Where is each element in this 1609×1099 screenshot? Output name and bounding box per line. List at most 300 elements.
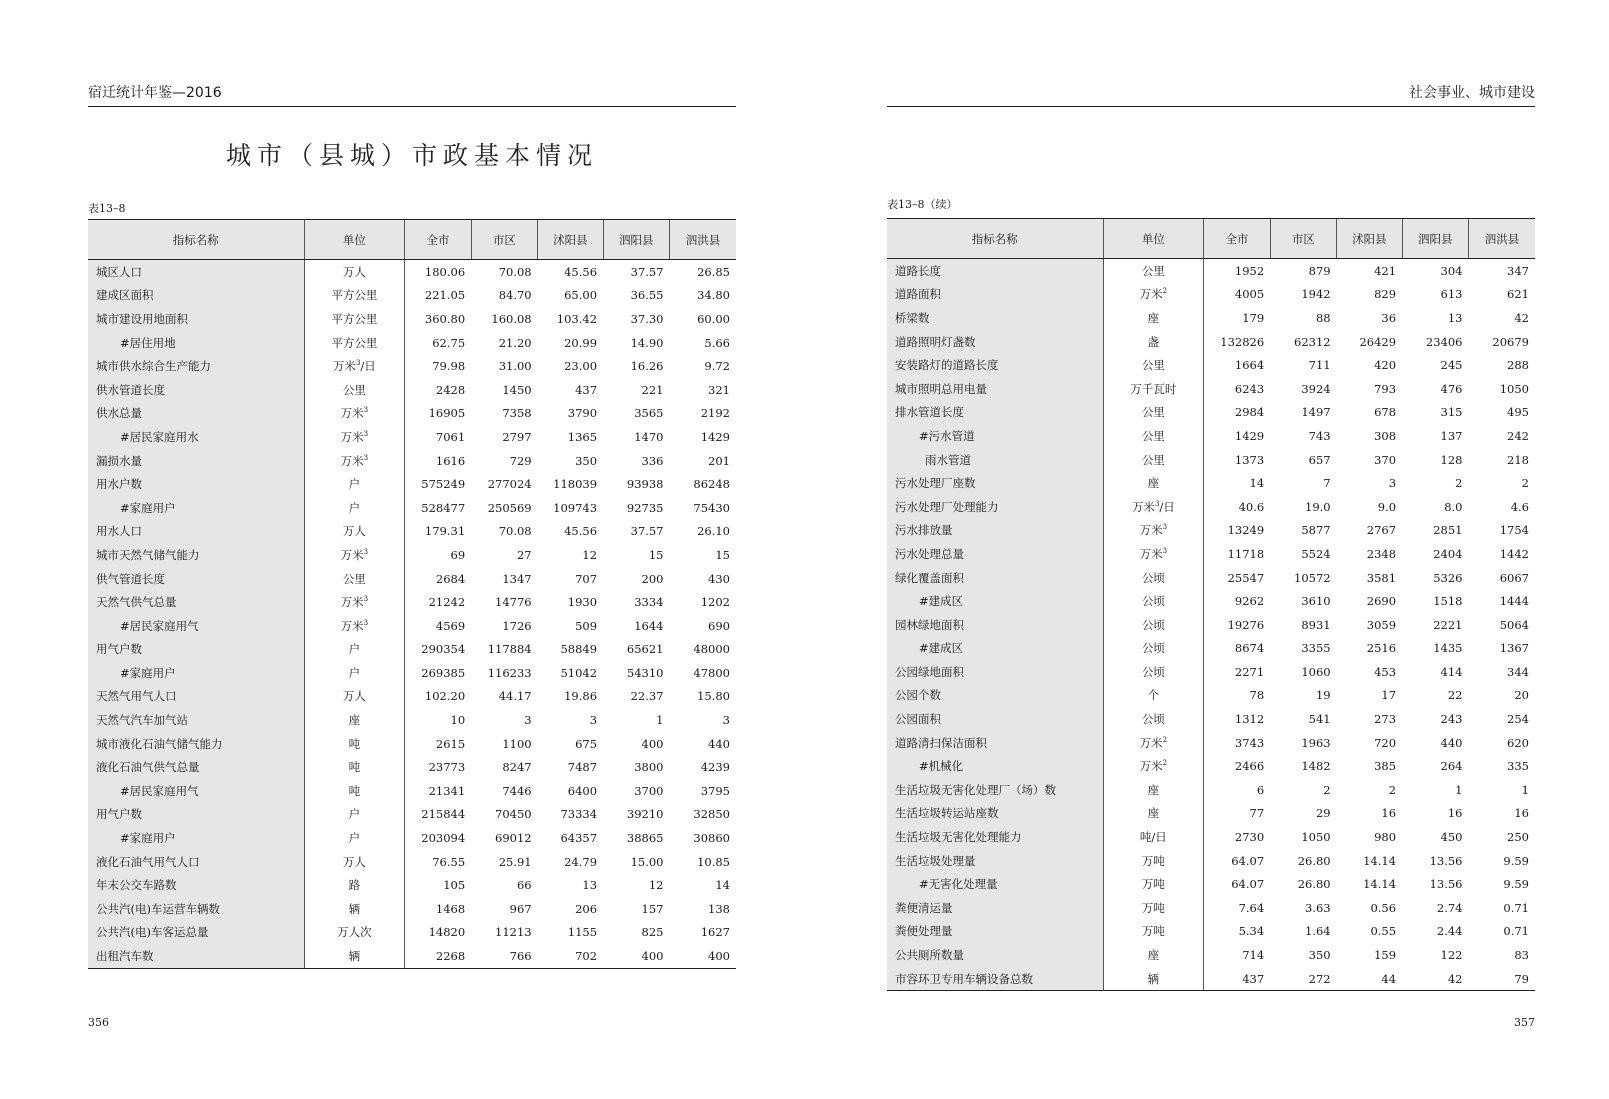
indicator-name: 城市照明总用电量 — [887, 377, 1103, 401]
indicator-name: 市容环卫专用车辆设备总数 — [887, 967, 1103, 991]
value-cell: 37.57 — [630, 524, 664, 539]
indicator-name: 年末公交车路数 — [88, 873, 304, 897]
indicator-name: 道路清扫保洁面积 — [887, 731, 1103, 755]
unit-cell: 公里 — [304, 567, 405, 591]
indicator-name: 生活垃圾无害化处理能力 — [887, 825, 1103, 849]
value-cell: 720 — [1374, 735, 1397, 750]
value-cell: 3565 — [634, 406, 664, 421]
table-row — [88, 567, 736, 591]
value-cell: 10.85 — [697, 854, 730, 869]
value-cell: 3743 — [1234, 735, 1265, 750]
value-cell: 335 — [1507, 759, 1529, 774]
value-cell: 1963 — [1301, 735, 1331, 750]
value-cell: 385 — [1374, 759, 1397, 774]
value-cell: 2428 — [435, 382, 466, 397]
value-cell: 5326 — [1433, 570, 1463, 585]
value-cell: 288 — [1507, 358, 1529, 373]
unit-cell: 公顷 — [1103, 613, 1204, 637]
unit-cell: 路 — [304, 873, 405, 897]
unit-cell: 吨/日 — [1103, 825, 1204, 849]
value-cell: 7.64 — [1238, 900, 1265, 915]
value-cell: 1312 — [1234, 712, 1265, 727]
value-cell: 1470 — [634, 429, 664, 444]
table-row — [887, 353, 1535, 377]
value-cell: 16.26 — [630, 359, 664, 374]
table-row — [88, 803, 736, 827]
value-cell: 528477 — [421, 500, 466, 515]
value-cell: 180.06 — [424, 264, 466, 279]
value-cell: 273 — [1374, 712, 1397, 727]
indicator-name: 天然气汽车加气站 — [88, 708, 304, 732]
value-cell: 132826 — [1220, 334, 1265, 349]
value-cell: 14776 — [495, 595, 532, 610]
unit-cell: 公里 — [1103, 424, 1204, 448]
value-cell: 15 — [715, 547, 730, 562]
column-header: 单位 — [1103, 219, 1204, 259]
value-cell: 440 — [1440, 735, 1463, 750]
value-cell: 879 — [1308, 263, 1331, 278]
unit-cell: 公顷 — [1103, 660, 1204, 684]
value-cell: 0.71 — [1503, 900, 1529, 915]
value-cell: 84.70 — [498, 288, 532, 303]
value-cell: 45.56 — [564, 264, 598, 279]
value-cell: 620 — [1507, 735, 1529, 750]
value-cell: 8247 — [502, 760, 532, 775]
left-page — [88, 0, 736, 1099]
value-cell: 495 — [1507, 405, 1529, 420]
indicator-name: #居住用地 — [88, 331, 304, 355]
value-cell: 15.80 — [697, 689, 730, 704]
value-cell: 250569 — [487, 500, 532, 515]
table-number: 表13–8 — [88, 202, 126, 215]
table-row — [887, 589, 1535, 613]
value-cell: 83 — [1514, 948, 1529, 963]
value-cell: 13.56 — [1429, 853, 1463, 868]
value-cell: 34.80 — [697, 288, 730, 303]
value-cell: 304 — [1440, 263, 1463, 278]
value-cell: 1518 — [1433, 594, 1463, 609]
unit-cell: 辆 — [304, 944, 405, 968]
value-cell: 19 — [1315, 688, 1331, 703]
value-cell: 2348 — [1366, 546, 1397, 561]
value-cell: 272 — [1270, 967, 1336, 991]
unit-cell: 平方公里 — [304, 331, 405, 355]
value-cell: 21.20 — [498, 335, 532, 350]
value-cell: 1930 — [567, 595, 598, 610]
value-cell: 160.08 — [491, 311, 532, 326]
unit-cell: 平方公里 — [304, 284, 405, 308]
value-cell: 1050 — [1499, 381, 1529, 396]
value-cell: 13 — [1447, 310, 1463, 325]
value-cell: 3700 — [634, 783, 664, 798]
indicator-name: 液化石油气供气总量 — [88, 755, 304, 779]
value-cell: 1616 — [435, 453, 466, 468]
value-cell: 8931 — [1301, 617, 1331, 632]
value-cell: 2797 — [502, 429, 532, 444]
value-cell: 714 — [1242, 948, 1265, 963]
indicator-name: 公园绿地面积 — [887, 660, 1103, 684]
indicator-name: 公共汽(电)车运营车辆数 — [88, 897, 304, 921]
value-cell: 967 — [509, 901, 532, 916]
table-row — [887, 660, 1535, 684]
value-cell: 62312 — [1294, 334, 1331, 349]
value-cell: 6243 — [1234, 381, 1265, 396]
table-row — [887, 849, 1535, 873]
value-cell: 9262 — [1234, 594, 1265, 609]
value-cell: 3334 — [634, 595, 664, 610]
value-cell: 9.72 — [704, 359, 730, 374]
value-cell: 308 — [1374, 428, 1397, 443]
value-cell: 86248 — [693, 477, 730, 492]
unit-cell: 万米$^3$ — [304, 425, 405, 449]
value-cell: 6 — [1256, 782, 1265, 797]
unit-cell: 座 — [1103, 943, 1204, 967]
page-number: 357 — [1514, 1016, 1535, 1029]
value-cell: 3795 — [700, 783, 730, 798]
value-cell: 14.14 — [1363, 853, 1397, 868]
unit-cell: 万米$^3$ — [1103, 519, 1204, 543]
unit-cell: 座 — [304, 708, 405, 732]
value-cell: 3 — [589, 713, 598, 728]
indicator-name: 粪便清运量 — [887, 896, 1103, 920]
value-cell: 0.56 — [1370, 900, 1397, 915]
indicator-name: 桥梁数 — [887, 306, 1103, 330]
indicator-name: 用水人口 — [88, 520, 304, 544]
value-cell: 2684 — [435, 571, 466, 586]
unit-cell: 户 — [304, 638, 405, 662]
value-cell: 2404 — [1433, 546, 1463, 561]
indicator-name: #机械化 — [887, 754, 1103, 778]
value-cell: 450 — [1440, 830, 1463, 845]
unit-cell: 万吨 — [1103, 896, 1204, 920]
table-row — [887, 707, 1535, 731]
value-cell: 3 — [524, 713, 532, 728]
value-cell: 7 — [1323, 476, 1331, 491]
value-cell: 16 — [1514, 806, 1529, 821]
indicator-name: 污水处理厂处理能力 — [887, 495, 1103, 519]
unit-cell: 公顷 — [1103, 566, 1204, 590]
indicator-name: 雨水管道 — [887, 448, 1103, 472]
unit-cell: 辆 — [304, 897, 405, 921]
table-row — [88, 472, 736, 496]
value-cell: 36 — [1381, 310, 1397, 325]
unit-cell: 户 — [304, 472, 405, 496]
value-cell: 179 — [1242, 310, 1265, 325]
value-cell: 23773 — [428, 760, 466, 775]
value-cell: 2 — [1388, 782, 1397, 797]
table-row — [88, 307, 736, 331]
value-cell: 1 — [656, 713, 664, 728]
column-header: 市区 — [471, 220, 537, 260]
value-cell: 45.56 — [564, 524, 598, 539]
indicator-name: #建成区 — [887, 589, 1103, 613]
value-cell: 1497 — [1301, 405, 1331, 420]
value-cell: 30860 — [693, 831, 730, 846]
value-cell: 17 — [1381, 688, 1397, 703]
column-header: 单位 — [304, 220, 405, 260]
indicator-name: 供气管道长度 — [88, 567, 304, 591]
value-cell: 23406 — [1425, 334, 1463, 349]
value-cell: 206 — [575, 901, 598, 916]
indicator-name: 生活垃圾转运站座数 — [887, 802, 1103, 826]
unit-cell: 万米$^3$/日 — [304, 354, 405, 378]
unit-cell: 万米$^3$ — [1103, 542, 1204, 566]
table-number: 表13–8（续） — [887, 198, 958, 211]
table-row — [88, 614, 736, 638]
indicator-name: 绿化覆盖面积 — [887, 566, 1103, 590]
table-row — [88, 661, 736, 685]
value-cell: 38865 — [626, 831, 664, 846]
value-cell: 269385 — [421, 665, 466, 680]
value-cell: 541 — [1308, 712, 1331, 727]
value-cell: 3924 — [1301, 381, 1331, 396]
indicator-name: 粪便处理量 — [887, 920, 1103, 944]
unit-cell: 盏 — [1103, 330, 1204, 354]
value-cell: 47800 — [693, 665, 730, 680]
value-cell: 44.17 — [498, 689, 532, 704]
value-cell: 3 — [1388, 476, 1397, 491]
value-cell: 19276 — [1227, 617, 1265, 632]
indicator-name: #居民家庭用气 — [88, 614, 304, 638]
value-cell: 414 — [1440, 664, 1463, 679]
table-row — [88, 402, 736, 426]
unit-cell: 吨 — [304, 779, 405, 803]
unit-cell: 万米$^3$ — [304, 449, 405, 473]
value-cell: 13249 — [1227, 523, 1265, 538]
table-row — [88, 496, 736, 520]
value-cell: 1450 — [502, 382, 532, 397]
value-cell: 12 — [648, 878, 664, 893]
value-cell: 729 — [509, 453, 532, 468]
value-cell: 11213 — [495, 925, 532, 940]
value-cell: 1726 — [502, 618, 532, 633]
value-cell: 9.59 — [1503, 853, 1529, 868]
value-cell: 31.00 — [498, 359, 532, 374]
table-row — [887, 684, 1535, 708]
unit-cell: 吨 — [304, 732, 405, 756]
value-cell: 103.42 — [556, 311, 598, 326]
value-cell: 70.08 — [498, 524, 532, 539]
indicator-name: 道路面积 — [887, 283, 1103, 307]
table-row — [88, 520, 736, 544]
value-cell: 77 — [1249, 806, 1265, 821]
value-cell: 315 — [1440, 405, 1463, 420]
indicator-name: 道路照明灯盏数 — [887, 330, 1103, 354]
indicator-name: 园林绿地面积 — [887, 613, 1103, 637]
value-cell: 64.07 — [1231, 853, 1265, 868]
value-cell: 3355 — [1301, 641, 1331, 656]
value-cell: 42 — [1514, 310, 1529, 325]
value-cell: 766 — [471, 944, 537, 968]
value-cell: 7358 — [502, 406, 532, 421]
right-page — [887, 0, 1535, 1099]
value-cell: 12 — [582, 547, 598, 562]
table-row — [88, 331, 736, 355]
value-cell: 3581 — [1366, 570, 1397, 585]
value-cell: 37.57 — [630, 264, 664, 279]
value-cell: 1435 — [1433, 641, 1463, 656]
value-cell: 117884 — [487, 642, 532, 657]
table-row — [887, 377, 1535, 401]
value-cell: 215844 — [421, 807, 466, 822]
column-header: 沭阳县 — [1337, 219, 1402, 259]
value-cell: 7487 — [567, 760, 598, 775]
value-cell: 3.63 — [1305, 900, 1331, 915]
value-cell: 64.07 — [1231, 877, 1265, 892]
unit-cell: 万人 — [304, 850, 405, 874]
value-cell: 137 — [1440, 428, 1463, 443]
table-row — [88, 873, 736, 897]
value-cell: 254 — [1507, 712, 1529, 727]
unit-cell: 公里 — [304, 378, 405, 402]
indicator-name: 供水总量 — [88, 402, 304, 426]
value-cell: 2271 — [1234, 664, 1265, 679]
value-cell: 42 — [1402, 967, 1468, 991]
value-cell: 15.00 — [630, 854, 664, 869]
value-cell: 3610 — [1301, 594, 1331, 609]
table-row — [887, 566, 1535, 590]
table-row — [887, 495, 1535, 519]
indicator-name: 城区人口 — [88, 260, 304, 284]
indicator-name: 排水管道长度 — [887, 401, 1103, 425]
table-row — [88, 425, 736, 449]
value-cell: 336 — [641, 453, 664, 468]
value-cell: 1100 — [502, 736, 532, 751]
table-row — [887, 778, 1535, 802]
page-number: 356 — [88, 1016, 109, 1029]
value-cell: 1367 — [1499, 641, 1529, 656]
table-header-row — [88, 220, 736, 260]
unit-cell: 万人 — [304, 260, 405, 284]
value-cell: 109743 — [553, 500, 598, 515]
value-cell: 370 — [1374, 452, 1397, 467]
value-cell: 79.98 — [432, 359, 466, 374]
unit-cell: 平方公里 — [304, 307, 405, 331]
indicator-name: 出租汽车数 — [88, 944, 304, 968]
value-cell: 7061 — [435, 429, 466, 444]
indicator-name: 城市液化石油气储气能力 — [88, 732, 304, 756]
value-cell: 1155 — [567, 925, 598, 940]
indicator-name: 公园面积 — [887, 707, 1103, 731]
value-cell: 657 — [1308, 452, 1331, 467]
value-cell: 16 — [1381, 806, 1397, 821]
table-row — [887, 943, 1535, 967]
table-row — [887, 448, 1535, 472]
value-cell: 5.34 — [1238, 924, 1265, 939]
value-cell: 8.0 — [1444, 499, 1463, 514]
unit-cell: 万吨 — [1103, 849, 1204, 873]
value-cell: 25.91 — [498, 854, 532, 869]
unit-cell: 公里 — [1103, 259, 1204, 283]
table-row — [887, 637, 1535, 661]
value-cell: 128 — [1440, 452, 1463, 467]
table-row — [887, 967, 1535, 991]
indicator-name: 用水户数 — [88, 472, 304, 496]
value-cell: 2221 — [1433, 617, 1463, 632]
value-cell: 64357 — [560, 831, 598, 846]
value-cell: 2192 — [700, 406, 730, 421]
value-cell: 22 — [1447, 688, 1463, 703]
value-cell: 829 — [1374, 287, 1397, 302]
statistics-table — [887, 218, 1535, 991]
value-cell: 14.90 — [630, 335, 664, 350]
value-cell: 1482 — [1301, 759, 1331, 774]
value-cell: 88 — [1315, 310, 1331, 325]
value-cell: 69 — [450, 547, 466, 562]
value-cell: 37.30 — [630, 311, 664, 326]
table-row — [887, 754, 1535, 778]
indicator-name: #污水管道 — [887, 424, 1103, 448]
value-cell: 76.55 — [432, 854, 466, 869]
value-cell: 440 — [708, 736, 730, 751]
table-row — [88, 897, 736, 921]
table-row — [88, 850, 736, 874]
value-cell: 48000 — [693, 642, 730, 657]
indicator-name: #居民家庭用水 — [88, 425, 304, 449]
unit-cell: 万米$^2$ — [1103, 754, 1204, 778]
value-cell: 14.14 — [1363, 877, 1397, 892]
unit-cell: 公顷 — [1103, 707, 1204, 731]
value-cell: 245 — [1440, 358, 1463, 373]
value-cell: 65621 — [626, 642, 664, 657]
indicator-name: 污水排放量 — [887, 519, 1103, 543]
value-cell: 73334 — [560, 807, 598, 822]
header-text: 宿迁统计年鉴—2016 — [88, 85, 222, 101]
value-cell: 218 — [1507, 452, 1529, 467]
value-cell: 221.05 — [424, 288, 466, 303]
value-cell: 14820 — [428, 925, 466, 940]
running-header — [887, 84, 1535, 107]
value-cell: 7446 — [502, 783, 532, 798]
unit-cell: 万人 — [304, 685, 405, 709]
value-cell: 105 — [443, 878, 466, 893]
value-cell: 2268 — [405, 944, 471, 968]
value-cell: 13 — [582, 878, 598, 893]
value-cell: 2730 — [1234, 830, 1265, 845]
table-row — [88, 354, 736, 378]
value-cell: 3790 — [567, 406, 598, 421]
value-cell: 13.56 — [1429, 877, 1463, 892]
unit-cell: 座 — [1103, 306, 1204, 330]
table-row — [88, 543, 736, 567]
value-cell: 2.74 — [1436, 900, 1463, 915]
table-row — [88, 826, 736, 850]
indicator-name: 建成区面积 — [88, 284, 304, 308]
value-cell: 290354 — [421, 642, 466, 657]
unit-cell: 万米$^3$ — [304, 590, 405, 614]
value-cell: 51042 — [560, 665, 598, 680]
table-row — [887, 825, 1535, 849]
unit-cell: 户 — [304, 826, 405, 850]
value-cell: 0.55 — [1370, 924, 1397, 939]
table-row — [887, 306, 1535, 330]
value-cell: 1.64 — [1305, 924, 1331, 939]
indicator-name: 污水处理厂座数 — [887, 471, 1103, 495]
statistics-table — [88, 219, 736, 969]
table-row — [887, 920, 1535, 944]
indicator-name: #家庭用户 — [88, 661, 304, 685]
value-cell: 6067 — [1499, 570, 1529, 585]
value-cell: 1952 — [1234, 263, 1265, 278]
column-header: 泗洪县 — [1469, 219, 1536, 259]
value-cell: 44 — [1337, 967, 1402, 991]
column-header: 泗洪县 — [670, 220, 737, 260]
value-cell: 2690 — [1366, 594, 1397, 609]
value-cell: 5.66 — [704, 335, 730, 350]
unit-cell: 万米$^2$ — [1103, 283, 1204, 307]
value-cell: 118039 — [553, 477, 598, 492]
value-cell: 102.20 — [424, 689, 466, 704]
